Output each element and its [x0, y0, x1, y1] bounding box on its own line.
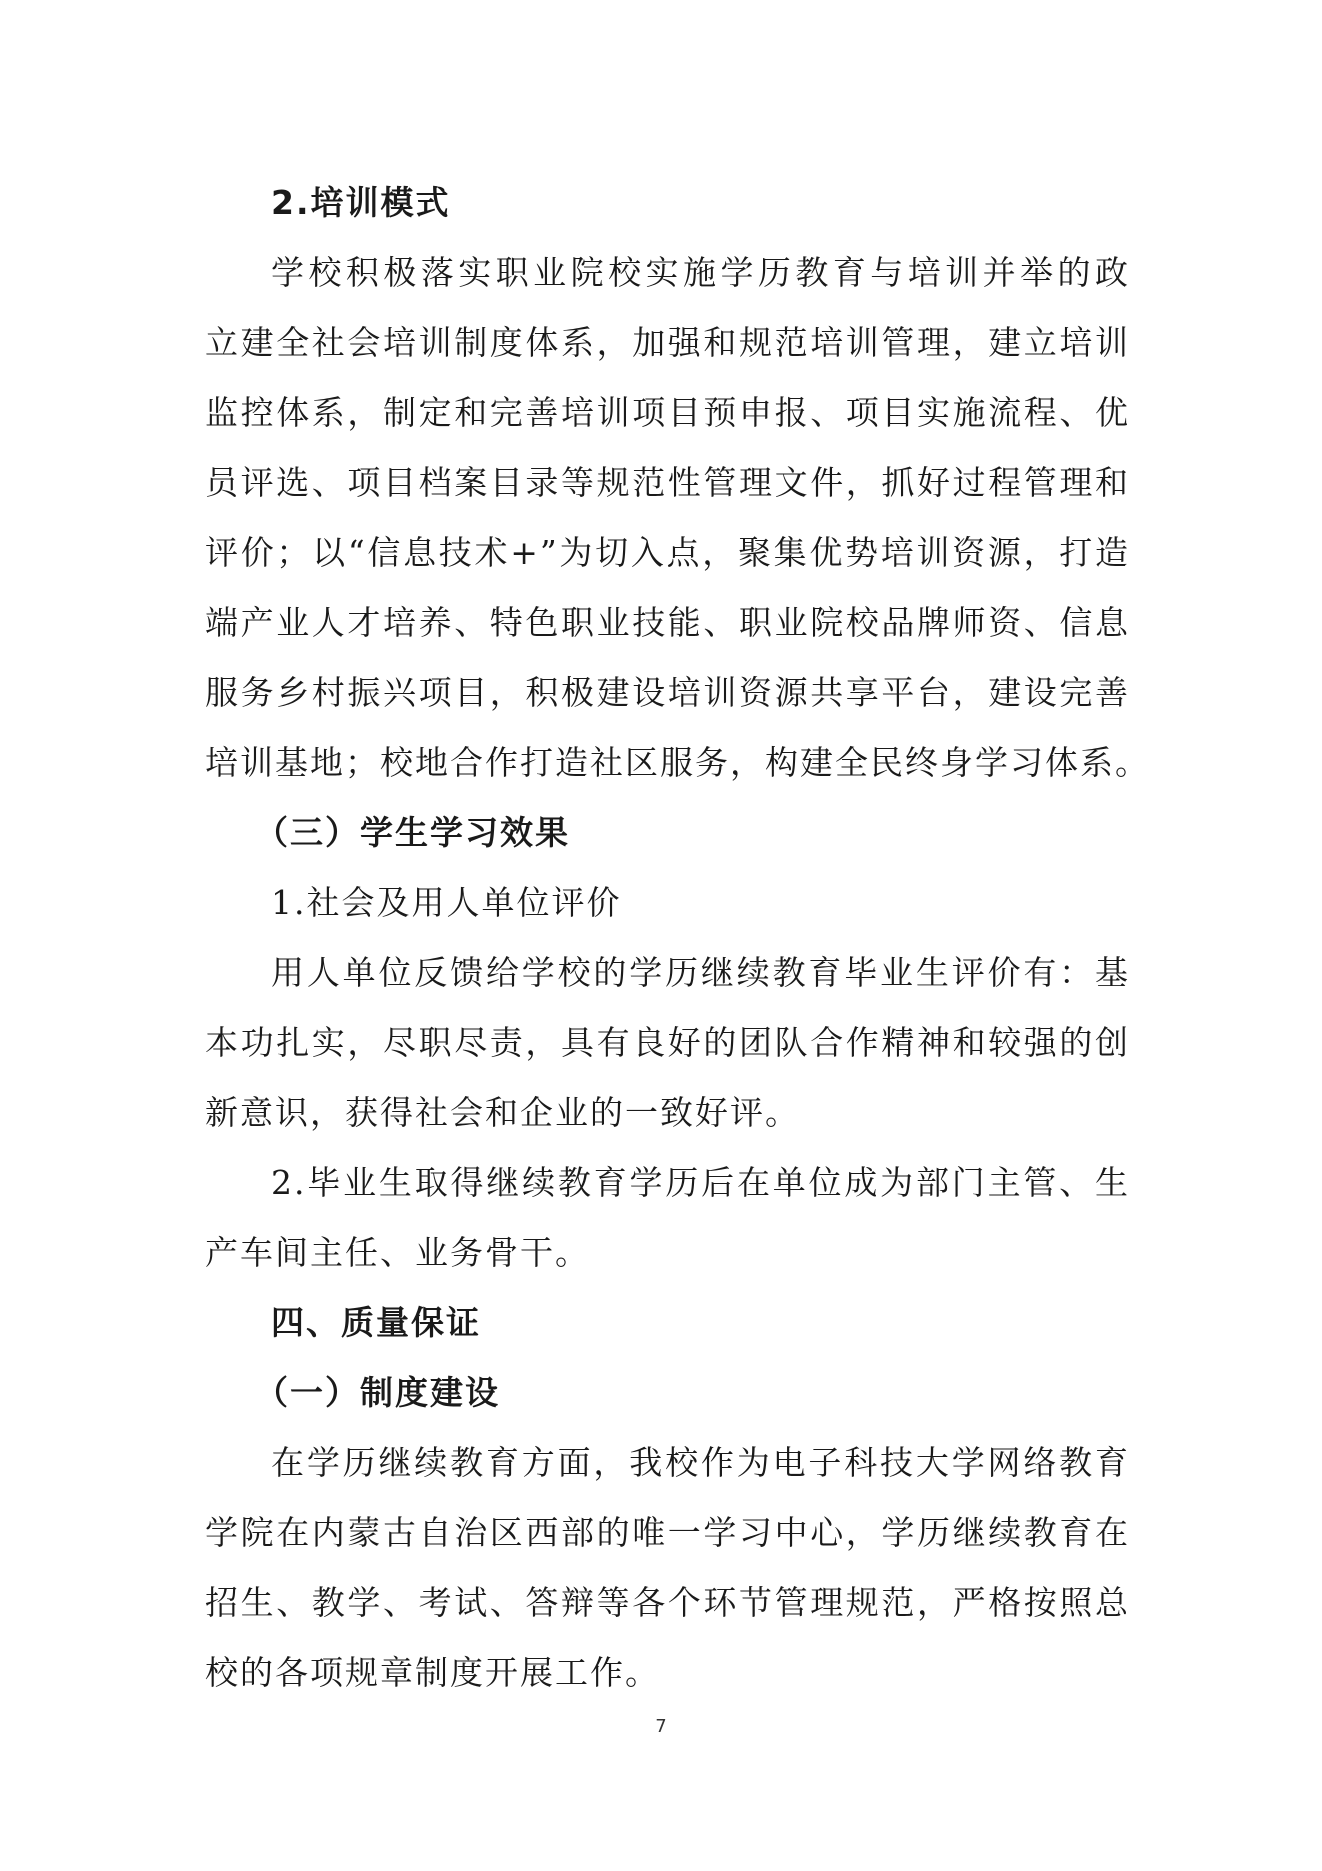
paragraph-line: 产车间主任、业务骨干。: [205, 1233, 590, 1272]
chapter-heading-quality-assurance: 四、质量保证: [271, 1303, 481, 1342]
paragraph-line: 端产业人才培养、特色职业技能、职业院校品牌师资、信息: [205, 603, 1130, 642]
paragraph-line: 学院在内蒙古自治区西部的唯一学习中心，学历继续教育在: [205, 1513, 1130, 1552]
paragraph-line: 在学历继续教育方面，我校作为电子科技大学网络教育: [271, 1443, 1130, 1482]
paragraph-line: 新意识，获得社会和企业的一致好评。: [205, 1093, 800, 1132]
paragraph-line: 用人单位反馈给学校的学历继续教育毕业生评价有：基: [271, 953, 1130, 992]
paragraph-line: 监控体系，制定和完善培训项目预申报、项目实施流程、优: [205, 393, 1130, 432]
subheading-evaluation: 1.社会及用人单位评价: [271, 883, 622, 922]
paragraph-line: 评价；以“信息技术+”为切入点，聚集优势培训资源，打造: [205, 533, 1130, 572]
paragraph-line: 2.毕业生取得继续教育学历后在单位成为部门主管、生: [271, 1163, 1130, 1202]
paragraph-line: 立建全社会培训制度体系，加强和规范培训管理，建立培训: [205, 323, 1130, 362]
document-body: [205, 168, 1150, 1708]
paragraph-line: 校的各项规章制度开展工作。: [205, 1653, 660, 1692]
paragraph-line: 员评选、项目档案目录等规范性管理文件，抓好过程管理和: [205, 463, 1130, 502]
subheading-training-mode: 2.培训模式: [271, 183, 451, 222]
paragraph-line: 培训基地；校地合作打造社区服务，构建全民终身学习体系。: [205, 743, 1150, 782]
page-number: 7: [655, 1716, 667, 1737]
section-heading-learning-effect: （三）学生学习效果: [255, 813, 570, 852]
paragraph-line: 服务乡村振兴项目，积极建设培训资源共享平台，建设完善: [205, 673, 1130, 712]
section-heading-system-building: （一）制度建设: [255, 1373, 500, 1412]
paragraph-line: 学校积极落实职业院校实施学历教育与培训并举的政: [271, 253, 1130, 292]
paragraph-line: 本功扎实，尽职尽责，具有良好的团队合作精神和较强的创: [205, 1023, 1130, 1062]
paragraph-line: 招生、教学、考试、答辩等各个环节管理规范，严格按照总: [205, 1583, 1130, 1622]
